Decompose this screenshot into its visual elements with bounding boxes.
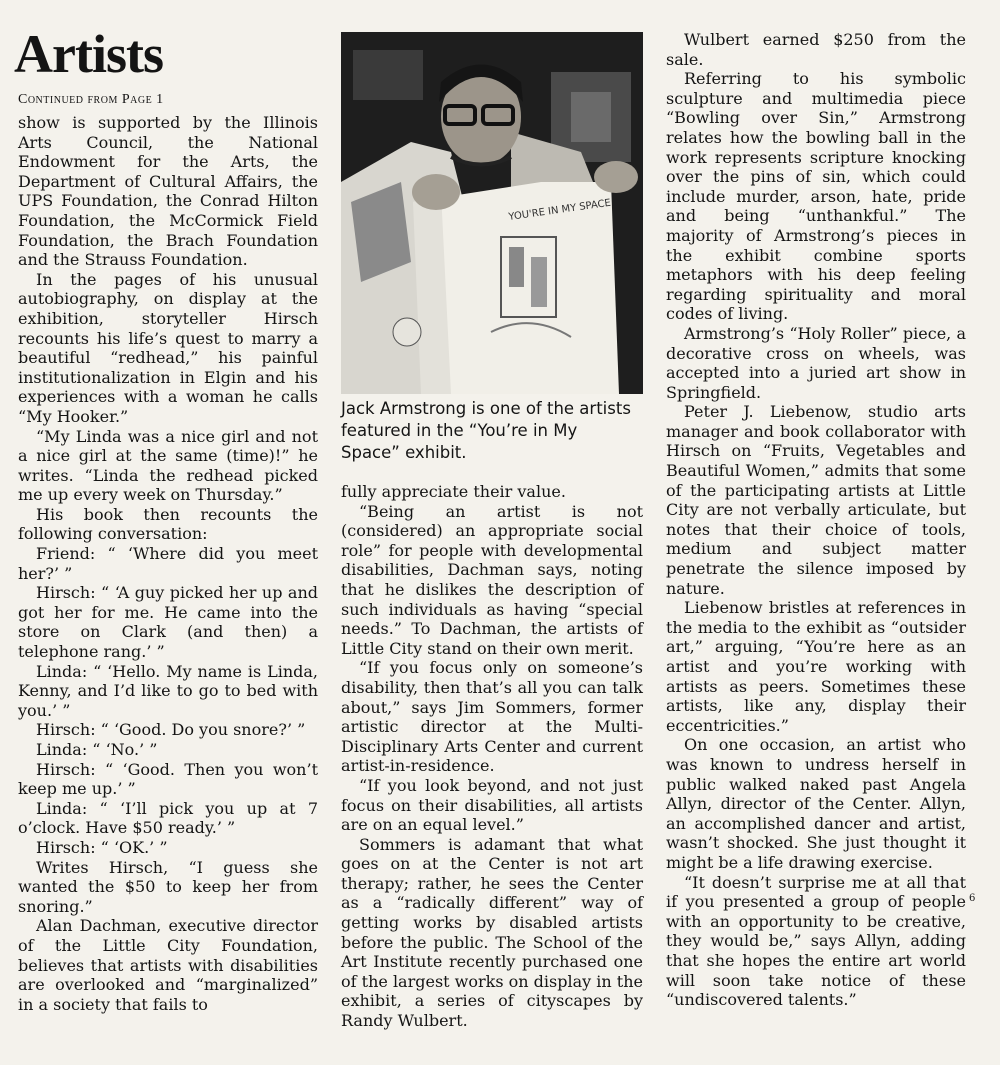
paragraph: Hirsch: “ ‘OK.’ ” [36,837,168,857]
paragraph: Linda: “ ‘No.’ ” [36,740,158,759]
paragraph: “If you look beyond, and not just focus on their disabilities, all artists are on an equal level.” [341,775,643,835]
paragraph: On one occasion, an artist who was known to undress herself in public walked naked past Angela Allyn, director of the Center. Allyn, an accomplished dancer and artist, wasn’t shocked. She just thought it might be a life drawing exercise. [666,735,966,872]
paragraph: Liebenow bristles at references in the media to the exhibit as “outsider art,” arguing, “You’re here as an artist and you’re working with artists as peers. Sometimes these artists, like any, display their eccentricities.” [666,598,966,735]
column-2 [341,482,643,1031]
paragraph: “It doesn’t surprise me at all that if you presented a group of people with an opportunity to be creative, they would be,” says Allyn, adding that she hopes the entire art world will soon take notice of these “undiscovered talents.” [666,872,966,1010]
paragraph: “If you focus only on someone’s disability, then that’s all you can talk about,” says Jim Sommers, former artistic director at the Multi-Disciplinary Arts Center and current artist-in-residence. [341,658,643,776]
shirt-text: YOU'RE IN MY SPACE [507,197,612,223]
paragraph: Armstrong’s “Holy Roller” piece, a decorative cross on wheels, was accepted into a juried art show in Springfield. [666,323,966,402]
paragraph: Hirsch: “ ‘Good. Then you won’t keep me up.’ ” [18,759,318,799]
paragraph: Linda: “ ‘Hello. My name is Linda, Kenny, and I’d like to go to bed with you.’ ” [18,661,318,720]
paragraph: Referring to his symbolic sculpture and multimedia piece “Bowling over Sin,” Armstrong relates how the bowling ball in the work represents scripture knocking over the pins of sin, which could include murder, arson, hate, pride and being “unthankful.” The majority of Armstrong’s pieces in the exhibit combine sports metaphors with his deep feeling regarding spirituality and moral codes of living. [666,69,966,324]
paragraph: “Being an artist is not (considered) an appropriate social role” for people with developmental disabilities, Dachman says, noting that he dislikes the description of such individuals as having “special needs.” To Dachman, the artists of Little City stand on their own merit. [341,501,643,658]
paragraph: Wulbert earned $250 from the sale. [666,30,966,69]
headline: Artists [14,24,163,84]
paragraph: Writes Hirsch, “I guess she wanted the $50 to keep her from snoring.” [18,857,318,916]
paragraph: Linda: “ ‘I’ll pick you up at 7 o’clock. Have $50 ready.’ ” [18,798,318,838]
footnote-marker: 6 [969,893,976,904]
paragraph: Sommers is adamant that what goes on at the Center is not art therapy; rather, he sees the Center as a “radically different” way of getting works by disabled artists before the public. The School of the Art Institute recently purchased one of the largest works on display in the exhibit, a series of cityscapes by Randy Wulbert. [341,834,643,1031]
paragraph: Friend: “ ‘Where did you meet her?’ ” [18,544,318,583]
photo-caption: Jack Armstrong is one of the artists featured in the “You’re in My Space” exhibit. [341,399,631,462]
paragraph: Peter J. Liebenow, studio arts manager and book collaborator with Hirsch on “Fruits, Vegetables and Beautiful Women,” admits that some of the participating artists at Little City are not verbally articulate, but notes that their choice of tools, medium and subject matter penetrate the silence imposed by nature. [666,402,966,598]
paragraph: Hirsch: “ ‘Good. Do you snore?’ ” [36,720,306,740]
photo-illustration [341,32,643,394]
column-1 [18,113,318,1014]
photo-jack-armstrong [341,32,643,394]
paragraph: Hirsch: “ ‘A guy picked her up and got her for me. He came into the store on Clark (and then) a telephone rang.’ ” [18,583,318,662]
paragraph: show is supported by the Illinois Arts Council, the National Endowment for the Arts, the Department of Cultural Affairs, the UPS Foundation, the Conrad Hilton Foundation, the McCormick Field Foundation, the Brach Foundation and the Strauss Foundation. [18,113,318,270]
continued-from-label: Continued from Page 1 [18,92,164,107]
paragraph: Alan Dachman, executive director of the Little City Foundation, believes that artists with disabilities are overlooked and “marginalized” in a society that fails to [18,916,318,1014]
paragraph: “My Linda was a nice girl and not a nice girl at the same (time)!” he writes. “Linda the redhead picked me up every week on Thursday.” [18,426,318,505]
column-3 [666,30,966,1010]
paragraph: His book then recounts the following conversation: [18,504,318,544]
paragraph: In the pages of his unusual autobiography, on display at the exhibition, storyteller Hirsch recounts his life’s quest to marry a beautiful “redhead,” his painful institutionalization in Elgin and his experiences with a woman he calls “My Hooker.” [18,269,318,426]
paragraph: fully appreciate their value. [341,482,566,501]
